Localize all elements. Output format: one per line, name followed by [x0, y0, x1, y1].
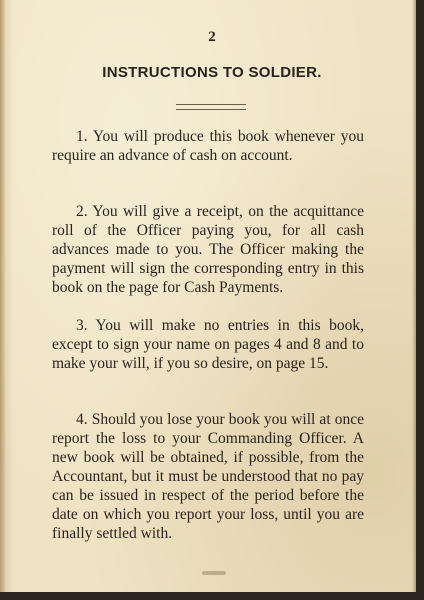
instruction-paragraph-3: 3. You will make no entries in this book, except to sign your name on pages 4 and 8 and to make your will, if you so desire, on page 15.: [52, 317, 364, 372]
page-number: 2: [208, 29, 216, 45]
page-title: INSTRUCTIONS TO SOLDIER.: [102, 64, 322, 81]
binding-shadow: [0, 0, 6, 592]
ink-smudge: [202, 571, 226, 575]
instruction-paragraph-2: 2. You will give a receipt, on the acquittance roll of the Officer paying you, for all cash advances made to you. The Officer making the payment will sign the corresponding entry in this book on the page for Cash Payments.: [52, 203, 364, 296]
instruction-paragraph-4: 4. Should you lose your book you will at once report the loss to your Commanding Officer. A new book will be obtained, if possible, from the Accountant, but it must be understood that no pay can be issued in respect of the period before the date on which you report your loss, until you are finally settled with.: [52, 411, 364, 542]
instruction-paragraph-1: 1. You will produce this book whenever you require an advance of cash on account.: [52, 128, 364, 164]
page-edge-shadow: [412, 0, 416, 592]
title-divider: [176, 104, 246, 110]
